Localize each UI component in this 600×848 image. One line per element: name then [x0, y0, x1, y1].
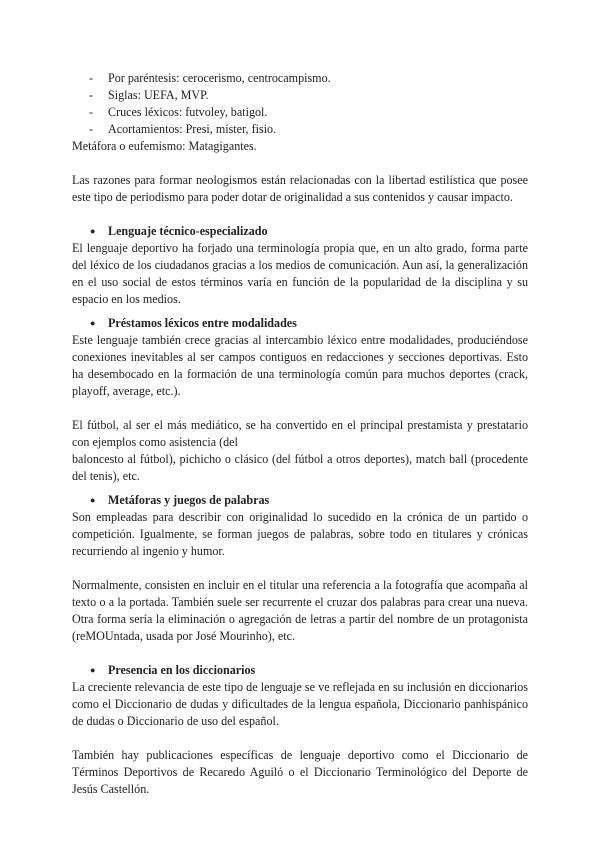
paragraph-technical: El lenguaje deportivo ha forjado una terminología propia que, en un alto grado, forma parte del léxico de los ciudadanos gracias a los medios de comunicación. Aun así, la generalización en el uso social de estos términos varía en función de la popularidad de la disciplina y su espacio en los medios.: [72, 241, 528, 306]
document-page: [72, 70, 528, 798]
paragraph-dictionaries-2: También hay publicaciones específicas de lenguaje deportivo como el Diccionario de Términos Deportivos de Recaredo Aguiló o el Diccionario Terminológico del Deporte de Jesús Castellón.: [72, 748, 528, 796]
section-heading-technical: ● Lenguaje técnico-especializado: [90, 224, 268, 238]
section-heading-loans: ● Préstamos léxicos entre modalidades: [90, 316, 297, 330]
paragraph-loans-1: Este lenguaje también crece gracias al intercambio léxico entre modalidades, produciéndose conexiones inevitables al ser campos contiguos en redacciones y secciones deportivas. Esto ha desembocado en la formación de una terminología común para muchos deportes (crack, playoff, average, etc.).: [72, 333, 528, 398]
paragraph-loans-3: baloncesto al fútbol), pichicho o clásico (del fútbol a otros deportes), match ball (procedente del tenis), etc.: [72, 452, 528, 483]
list-item: - Siglas: UEFA, MVP.: [89, 88, 209, 102]
bullet-icon: ●: [90, 318, 96, 328]
paragraph-loans-2: El fútbol, al ser el más mediático, se ha convertido en el principal prestamista y prestatario con ejemplos como asistencia (del: [72, 418, 528, 449]
paragraph-metaphors-2: Normalmente, consisten en incluir en el titular una referencia a la fotografía que acompaña al texto o a la portada. También suele ser recurrente el cruzar dos palabras para crear una nueva. Otra forma sería la eliminación o agregación de letras a partir del nombre de un protagonista (reMOUntada, usada por José Mourinho), etc.: [72, 578, 528, 643]
paragraph-metaphors-1: Son empleadas para describir con originalidad lo sucedido en la crónica de un partido o competición. Igualmente, se forman juegos de palabras, sobre todo en titulares y crónicas recurriendo al ingenio y humor.: [72, 510, 528, 558]
list-item: - Por paréntesis: cerocerismo, centrocampismo.: [89, 71, 331, 85]
bullet-icon: ●: [90, 665, 96, 675]
bullet-icon: ●: [90, 495, 96, 505]
paragraph-dictionaries-1: La creciente relevancia de este tipo de lenguaje se ve reflejada en su inclusión en diccionarios como el Diccionario de dudas y dificultades de la lengua española, Diccionario panhispánico de dudas o Diccionario de uso del español.: [72, 680, 528, 728]
list-item: - Acortamientos: Presi, míster, fisio.: [89, 122, 277, 136]
metaphor-line: Metáfora o eufemismo: Matagigantes.: [72, 139, 257, 153]
list-item: - Cruces léxicos: futvoley, batigol.: [89, 105, 268, 119]
intro-paragraph: Las razones para formar neologismos están relacionadas con la libertad estilística que posee este tipo de periodismo para poder dotar de originalidad a sus contenidos y causar impacto.: [72, 173, 528, 204]
section-heading-metaphors: ● Metáforas y juegos de palabras: [90, 493, 270, 507]
section-heading-dictionaries: ● Presencia en los diccionarios: [90, 663, 256, 677]
neologism-list: [72, 70, 528, 138]
bullet-icon: ●: [90, 226, 96, 236]
